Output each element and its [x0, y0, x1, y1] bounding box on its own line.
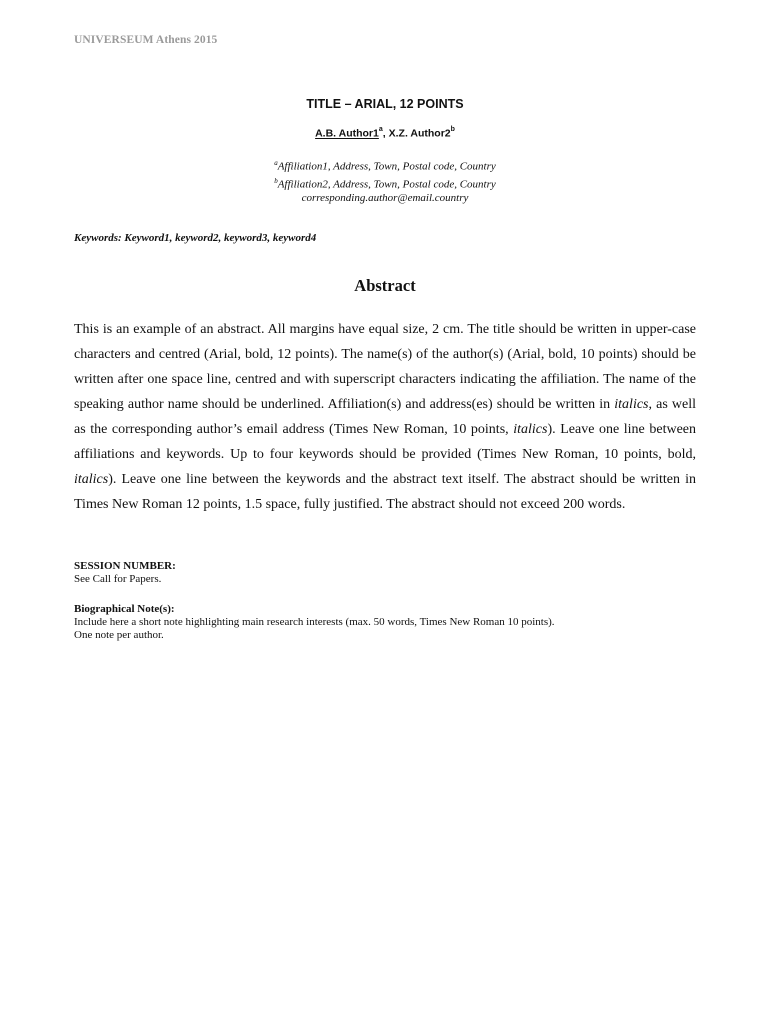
author1-name: A.B. Author1 — [315, 127, 379, 140]
abstract-heading: Abstract — [354, 276, 416, 295]
bio-line-1: Include here a short note highlighting main research interests (max. 50 words, Times New Roman 10 points). — [74, 616, 555, 628]
running-header: UNIVERSEUM Athens 2015 — [74, 34, 218, 46]
abstract-part-3: ). Leave one line between affiliations and keywords. Up to four keywords should be provided (Times New Roman, 10 points, bold, — [74, 422, 696, 462]
corresponding-email: corresponding.author@email.country — [301, 192, 469, 205]
keywords-line: Keywords: Keyword1, keyword2, keyword3, keyword4 — [74, 232, 317, 244]
biographical-notes-block — [74, 603, 714, 642]
paper-title: TITLE – ARIAL, 12 POINTS — [306, 97, 464, 111]
affiliation-1 — [74, 156, 696, 174]
abstract-italic-2: italics — [513, 422, 548, 437]
affiliations-block — [74, 156, 696, 205]
affiliation-1-text: Affiliation1, Address, Town, Postal code, Country — [277, 160, 496, 173]
abstract-part-2: , as well as the corresponding author’s email address (Times New Roman, 10 points, — [74, 397, 696, 437]
affiliation-1-mark: a — [274, 159, 278, 167]
author2-name: X.Z. Author2 — [388, 127, 451, 140]
bio-label: Biographical Note(s): — [74, 603, 175, 615]
author-line — [74, 127, 696, 140]
abstract-italic-3: italics — [74, 472, 109, 487]
session-label: SESSION NUMBER: — [74, 560, 176, 572]
abstract-italic-1: italics — [614, 397, 649, 412]
abstract-part-1: This is an example of an abstract. All margins have equal size, 2 cm. The title should be written in upper-case characters and centred (Arial, bold, 12 points). The name(s) of the author(s) (Arial, bold, 10 points) should be written after one space line, centred and with superscript characters indicating the affiliation. The name of the speaking author name should be underlined. Affiliation(s) and address(es) should be written in — [74, 322, 696, 412]
abstract-text — [74, 317, 696, 517]
author2-affiliation-mark: b — [450, 126, 455, 133]
author-separator: , — [382, 127, 389, 140]
affiliation-2-mark: b — [274, 176, 278, 185]
bio-line-2: One note per author. — [74, 629, 164, 641]
affiliation-2-text: Affiliation2, Address, Town, Postal code, Country — [277, 178, 496, 191]
affiliation-2 — [74, 174, 696, 192]
abstract-part-4: ). Leave one line between the keywords and the abstract text itself. The abstract should be written in Times New Roman 12 points, 1.5 space, fully justified. The abstract should not exceed 200 words. — [74, 472, 696, 512]
session-block — [74, 560, 176, 586]
author1-affiliation-mark: a — [378, 126, 383, 133]
session-text: See Call for Papers. — [74, 573, 162, 585]
